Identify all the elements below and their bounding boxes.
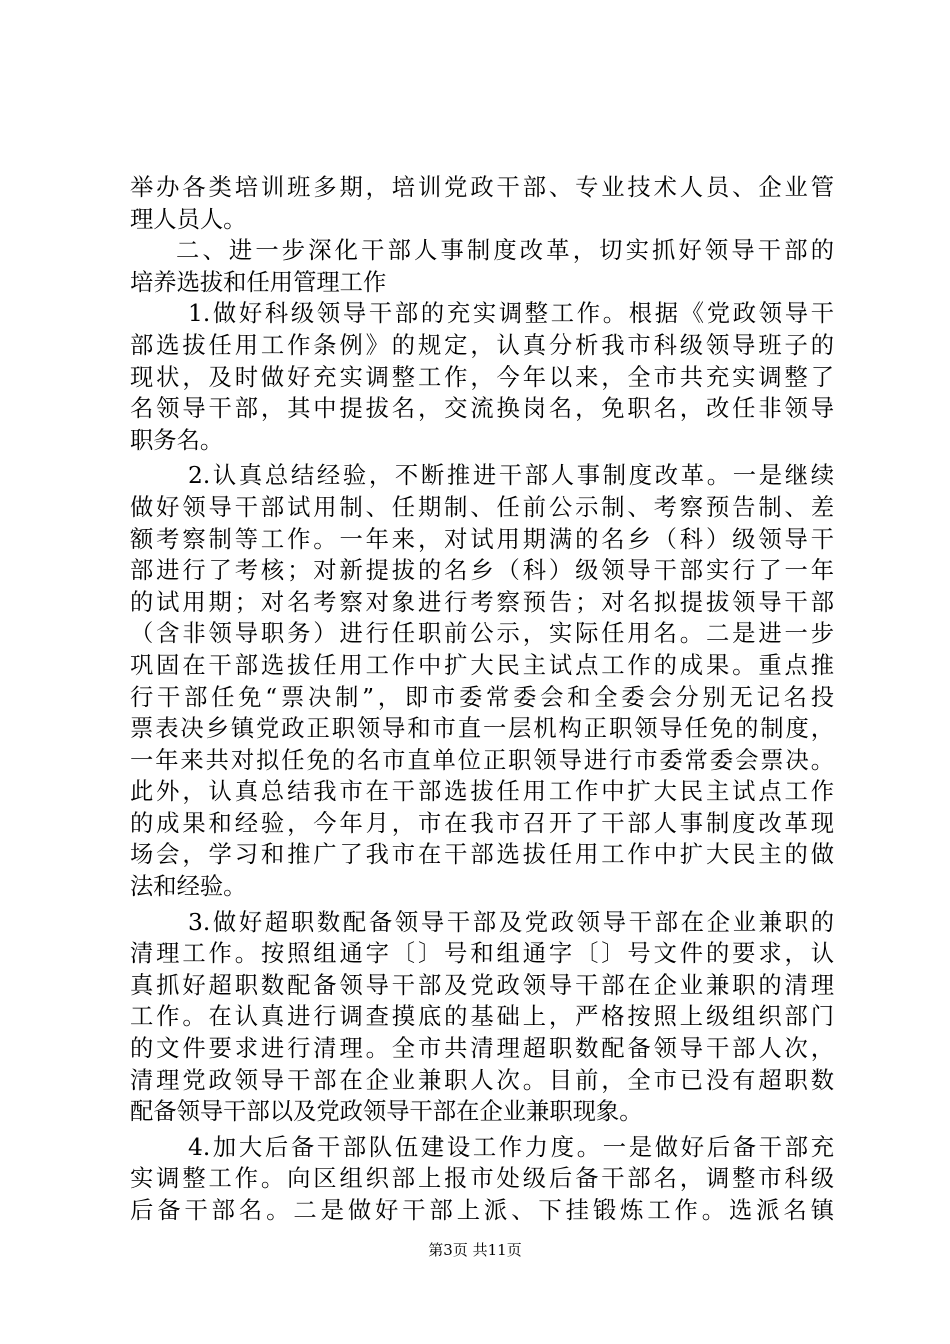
- page-number-label: 第3页 共11页: [428, 1241, 522, 1259]
- text-line: 部进行了考核；对新提拔的名乡（科）级领导干部实行了一年: [130, 557, 834, 585]
- text-line: （含非领导职务）进行任职前公示，实际任用名。二是进一步: [130, 620, 834, 648]
- text-line: 配备领导干部以及党政领导干部在企业兼职现象。: [130, 1098, 643, 1126]
- text-line: 清理工作。按照组通字〔〕号和组通字〔〕号文件的要求，认: [130, 940, 834, 968]
- text-line: 部选拔任用工作条例》的规定，认真分析我市科级领导班子的: [130, 331, 834, 359]
- text-line: 培养选拔和任用管理工作: [130, 268, 387, 296]
- text-line: 二、进一步深化干部人事制度改革，切实抓好领导干部的: [176, 237, 834, 265]
- text-line: 清理党政领导干部在企业兼职人次。目前，全市已没有超职数: [130, 1066, 834, 1094]
- text-line: 工作。在认真进行调查摸底的基础上，严格按照上级组织部门: [130, 1003, 834, 1031]
- text-line: 巩固在干部选拔任用工作中扩大民主试点工作的成果。重点推: [130, 651, 834, 679]
- text-line: 2.认真总结经验，不断推进干部人事制度改革。一是继续: [188, 462, 834, 490]
- text-line: 4.加大后备干部队伍建设工作力度。一是做好后备干部充: [188, 1133, 834, 1161]
- text-line: 行干部任免“票决制”，即市委常委会和全委会分别无记名投: [130, 683, 834, 711]
- text-line: 法和经验。: [130, 873, 247, 901]
- paragraph-item-4: [130, 1132, 834, 1227]
- text-line: 理人员人。: [130, 205, 247, 233]
- text-line: 做好领导干部试用制、任期制、任前公示制、考察预告制、差: [130, 493, 834, 521]
- text-line: 场会，学习和推广了我市在干部选拔任用工作中扩大民主的做: [130, 841, 834, 869]
- text-line: 此外，认真总结我市在干部选拔任用工作中扩大民主试点工作: [130, 778, 834, 806]
- text-line: 的文件要求进行清理。全市共清理超职数配备领导干部人次，: [130, 1035, 834, 1063]
- text-line: 真抓好超职数配备领导干部及党政领导干部在企业兼职的清理: [130, 971, 834, 999]
- document-body: [130, 172, 834, 1227]
- text-line: 额考察制等工作。一年来，对试用期满的名乡（科）级领导干: [130, 525, 834, 553]
- paragraph-item-2: [130, 460, 834, 902]
- text-line: 3.做好超职数配备领导干部及党政领导干部在企业兼职的: [188, 908, 834, 936]
- text-line: 举办各类培训班多期，培训党政干部、专业技术人员、企业管: [130, 174, 834, 201]
- paragraph-training: [130, 172, 834, 235]
- text-line: 一年来共对拟任免的名市直单位正职领导进行市委常委会票决。: [130, 746, 834, 774]
- text-line: 现状，及时做好充实调整工作，今年以来，全市共充实调整了: [130, 363, 834, 391]
- text-line: 职务名。: [130, 426, 224, 454]
- paragraph-item-1: [130, 298, 834, 456]
- text-line: 的试用期；对名考察对象进行考察预告；对名拟提拔领导干部: [130, 588, 834, 616]
- paragraph-item-3: [130, 907, 834, 1128]
- section-heading-two: [130, 235, 834, 298]
- page-footer: [0, 1240, 950, 1260]
- text-line: 票表决乡镇党政正职领导和市直一层机构正职领导任免的制度，: [130, 715, 834, 743]
- text-line: 名领导干部，其中提拔名，交流换岗名，免职名，改任非领导: [130, 395, 834, 423]
- text-line: 的成果和经验，今年月，市在我市召开了干部人事制度改革现: [130, 809, 834, 837]
- text-line: 1.做好科级领导干部的充实调整工作。根据《党政领导干: [188, 300, 834, 328]
- text-line: 后备干部名。二是做好干部上派、下挂锻炼工作。选派名镇: [130, 1197, 834, 1224]
- text-line: 实调整工作。向区组织部上报市处级后备干部名，调整市科级: [130, 1165, 834, 1193]
